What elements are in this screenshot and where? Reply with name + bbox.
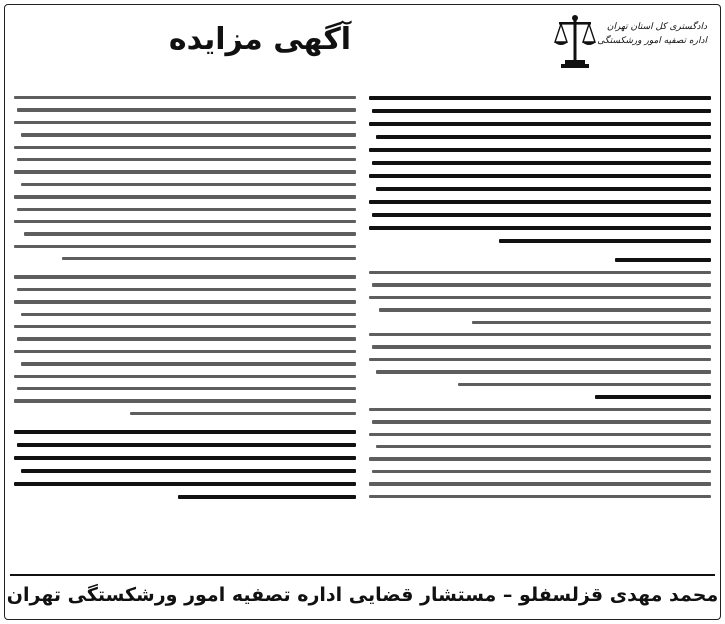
org-line-2: اداره تصفیه امور ورشکستگی — [597, 36, 707, 46]
paragraph-block — [369, 96, 711, 243]
paragraph-block — [14, 96, 356, 260]
paragraph-block — [14, 275, 356, 415]
judiciary-emblem-block — [547, 12, 707, 90]
page-title: آگهی مزایده — [168, 22, 352, 57]
body-column-right — [369, 96, 711, 571]
paragraph-block — [14, 430, 356, 499]
scales-of-justice-icon — [551, 12, 599, 72]
organization-caption — [597, 20, 707, 48]
paragraph-block — [369, 258, 711, 498]
signature-line: محمد مهدی قزلسفلو – مستشار قضایی اداره تصفیه امور ورشکستگی تهران — [6, 584, 719, 606]
footer-divider — [10, 574, 715, 576]
org-line-1: دادگستری کل استان تهران — [606, 22, 707, 32]
body-column-left — [14, 96, 356, 571]
